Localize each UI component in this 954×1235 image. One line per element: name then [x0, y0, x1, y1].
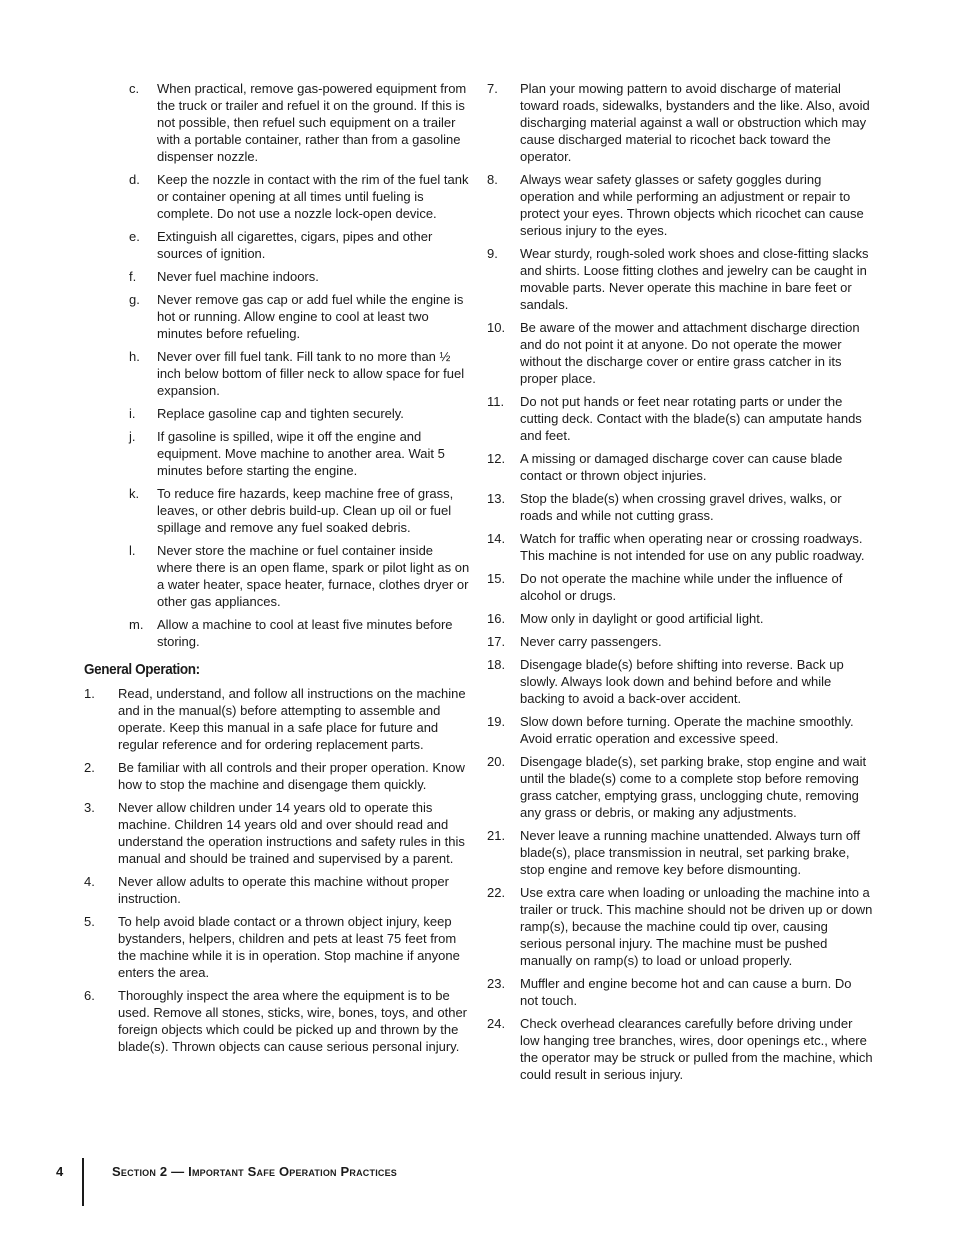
item-text: Keep the nozzle in contact with the rim of the fuel tank or container opening at all times until fueling is complete. Do not use a nozzle lock-open device. — [157, 172, 469, 221]
item-text: Never remove gas cap or add fuel while the engine is hot or running. Allow engine to cool at least two minutes before refueling. — [157, 292, 464, 341]
item-text: Always wear safety glasses or safety goggles during operation and while performing an adjustment or repair to protect your eyes. Thrown objects which ricochet can cause serious injury to the eyes. — [520, 172, 864, 238]
item-marker: 8. — [487, 172, 498, 187]
item-text: Extinguish all cigarettes, cigars, pipes and other sources of ignition. — [157, 229, 433, 261]
item-text: Do not operate the machine while under the influence of alcohol or drugs. — [520, 571, 843, 603]
item-text: Mow only in daylight or good artificial light. — [520, 611, 764, 626]
list-item — [487, 490, 873, 524]
item-marker: 23. — [487, 976, 506, 991]
item-text: When practical, remove gas-powered equipment from the truck or trailer and refuel it on the ground. If this is not possible, then refuel such equipment on a trailer with a portable container, rather than from a gasoline dispenser nozzle. — [157, 81, 467, 164]
item-text: Never fuel machine indoors. — [157, 269, 319, 284]
item-text: Never store the machine or fuel container inside where there is an open flame, spark or pilot light as on a water heater, space heater, furnace, clothes dryer or other gas appliances. — [157, 543, 470, 609]
list-item — [84, 685, 470, 753]
item-marker: l. — [129, 543, 136, 558]
list-item — [487, 633, 873, 650]
list-item — [84, 485, 470, 536]
item-text: Disengage blade(s) before shifting into reverse. Back up slowly. Always look down and behind before and while backing to avoid a back-over accident. — [520, 657, 844, 706]
item-marker: f. — [129, 269, 137, 284]
item-text: Wear sturdy, rough-soled work shoes and close-fitting slacks and shirts. Loose fitting clothes and jewelry can be caught in movable parts. Never operate this machine in bare feet or sandals. — [520, 246, 869, 312]
item-marker: e. — [129, 229, 140, 244]
item-text: Muffler and engine become hot and can cause a burn. Do not touch. — [520, 976, 852, 1008]
item-text: Disengage blade(s), set parking brake, stop engine and wait until the blade(s) come to a complete stop before removing grass catcher, emptying grass, unclogging chute, removing any grass or debris, or making any adjustments. — [520, 754, 867, 820]
list-item — [84, 759, 470, 793]
item-marker: 11. — [487, 394, 505, 409]
general-operation-list-left — [84, 685, 470, 1055]
item-text: Plan your mowing pattern to avoid discharge of material toward roads, sidewalks, bystanders and the like. Also, avoid discharging material against a wall or obstruction which may cause discharged material to ricochet back toward the operator. — [520, 81, 870, 164]
list-item — [84, 348, 470, 399]
list-item — [487, 530, 873, 564]
general-operation-list-right — [487, 80, 873, 1083]
list-item — [84, 913, 470, 981]
item-text: To reduce fire hazards, keep machine free of grass, leaves, or other debris build-up. Clean up oil or fuel spillage and remove any fuel soaked debris. — [157, 486, 454, 535]
left-column — [84, 80, 470, 1061]
item-text: Allow a machine to cool at least five minutes before storing. — [157, 617, 453, 649]
item-text: Be aware of the mower and attachment discharge direction and do not point it at anyone. Do not operate the mower without the discharge cover or entire grass catcher in its proper place. — [520, 320, 860, 386]
item-marker: g. — [129, 292, 140, 307]
item-text: A missing or damaged discharge cover can cause blade contact or thrown object injuries. — [520, 451, 843, 483]
item-marker: 1. — [84, 686, 95, 701]
item-marker: 17. — [487, 634, 506, 649]
list-item — [84, 80, 470, 165]
item-marker: 13. — [487, 491, 506, 506]
item-text: Check overhead clearances carefully before driving under low hanging tree branches, wires, door openings etc., where the operator may be struck or pulled from the machine, which could result in serious injury. — [520, 1016, 873, 1082]
item-text: Stop the blade(s) when crossing gravel drives, walks, or roads and while not cutting grass. — [520, 491, 842, 523]
list-item — [487, 319, 873, 387]
item-marker: 7. — [487, 81, 498, 96]
item-text: Use extra care when loading or unloading the machine into a trailer or truck. This machine should not be driven up or down ramp(s), because the machine could tip over, causing serious personal injury. The machine must be pushed manually on ramp(s) to load or unload properly. — [520, 885, 873, 968]
item-text: Read, understand, and follow all instructions on the machine and in the manual(s) before attempting to assemble and operate. Keep this manual in a safe place for future and regular reference and for ordering replacement parts. — [118, 686, 466, 752]
item-marker: 4. — [84, 874, 95, 889]
list-item — [487, 245, 873, 313]
footer-section-title: Section 2 — Important Safe Operation Practices — [112, 1164, 398, 1179]
list-item — [487, 975, 873, 1009]
item-text: If gasoline is spilled, wipe it off the engine and equipment. Move machine to another area. Wait 5 minutes before starting the engine. — [157, 429, 445, 478]
footer-divider — [82, 1158, 84, 1206]
list-item — [84, 228, 470, 262]
item-text: Be familiar with all controls and their proper operation. Know how to stop the machine and disengage them quickly. — [118, 760, 465, 792]
list-item — [84, 405, 470, 422]
item-marker: m. — [129, 617, 144, 632]
fuel-handling-list — [84, 80, 470, 650]
list-item — [84, 268, 470, 285]
list-item — [84, 171, 470, 222]
list-item — [487, 753, 873, 821]
list-item — [84, 291, 470, 342]
item-marker: 10. — [487, 320, 506, 335]
section-heading: General Operation: — [84, 661, 200, 678]
item-marker: 21. — [487, 828, 506, 843]
right-column — [487, 80, 873, 1089]
list-item — [84, 616, 470, 650]
page-number: 4 — [56, 1164, 64, 1179]
item-marker: h. — [129, 349, 140, 364]
item-text: Do not put hands or feet near rotating parts or under the cutting deck. Contact with the blade(s) can amputate hands and feet. — [520, 394, 862, 443]
item-marker: 18. — [487, 657, 506, 672]
item-marker: 6. — [84, 988, 95, 1003]
list-item — [487, 610, 873, 627]
list-item — [84, 873, 470, 907]
list-item — [487, 656, 873, 707]
item-text: Never allow children under 14 years old to operate this machine. Children 14 years old and over should read and understand the operation instructions and safety rules in this manual and should be trained and supervised by a parent. — [118, 800, 465, 866]
item-marker: j. — [129, 429, 136, 444]
item-marker: 5. — [84, 914, 95, 929]
item-text: Never leave a running machine unattended. Always turn off blade(s), place transmission in neutral, set parking brake, stop engine and remove key before dismounting. — [520, 828, 861, 877]
item-marker: i. — [129, 406, 136, 421]
list-item — [487, 1015, 873, 1083]
item-marker: k. — [129, 486, 140, 501]
item-text: Slow down before turning. Operate the machine smoothly. Avoid erratic operation and excessive speed. — [520, 714, 854, 746]
item-marker: 22. — [487, 885, 506, 900]
item-text: Never allow adults to operate this machine without proper instruction. — [118, 874, 449, 906]
list-item — [487, 393, 873, 444]
item-marker: d. — [129, 172, 140, 187]
item-marker: 14. — [487, 531, 506, 546]
item-marker: 3. — [84, 800, 95, 815]
list-item — [487, 450, 873, 484]
item-marker: 15. — [487, 571, 506, 586]
item-text: Replace gasoline cap and tighten securely. — [157, 406, 404, 421]
list-item — [84, 428, 470, 479]
item-text: Never carry passengers. — [520, 634, 662, 649]
item-marker: 9. — [487, 246, 498, 261]
list-item — [487, 884, 873, 969]
item-marker: 20. — [487, 754, 506, 769]
list-item — [84, 542, 470, 610]
list-item — [84, 987, 470, 1055]
list-item — [487, 80, 873, 165]
item-marker: 24. — [487, 1016, 506, 1031]
item-marker: 2. — [84, 760, 95, 775]
item-text: Never over fill fuel tank. Fill tank to no more than ½ inch below bottom of filler neck to allow space for fuel expansion. — [157, 349, 465, 398]
item-marker: 12. — [487, 451, 506, 466]
item-text: Thoroughly inspect the area where the equipment is to be used. Remove all stones, sticks, wire, bones, toys, and other foreign objects which could be picked up and thrown by the blade(s). Thrown objects can cause serious personal injury. — [118, 988, 468, 1054]
list-item — [487, 570, 873, 604]
list-item — [487, 713, 873, 747]
item-marker: c. — [129, 81, 140, 96]
list-item — [487, 171, 873, 239]
item-text: To help avoid blade contact or a thrown object injury, keep bystanders, helpers, children and pets at least 75 feet from the machine while it is in operation. Stop machine if anyone enters the area. — [118, 914, 460, 980]
list-item — [487, 827, 873, 878]
list-item — [84, 799, 470, 867]
item-text: Watch for traffic when operating near or crossing roadways. This machine is not intended for use on any public roadway. — [520, 531, 865, 563]
item-marker: 16. — [487, 611, 506, 626]
item-marker: 19. — [487, 714, 506, 729]
